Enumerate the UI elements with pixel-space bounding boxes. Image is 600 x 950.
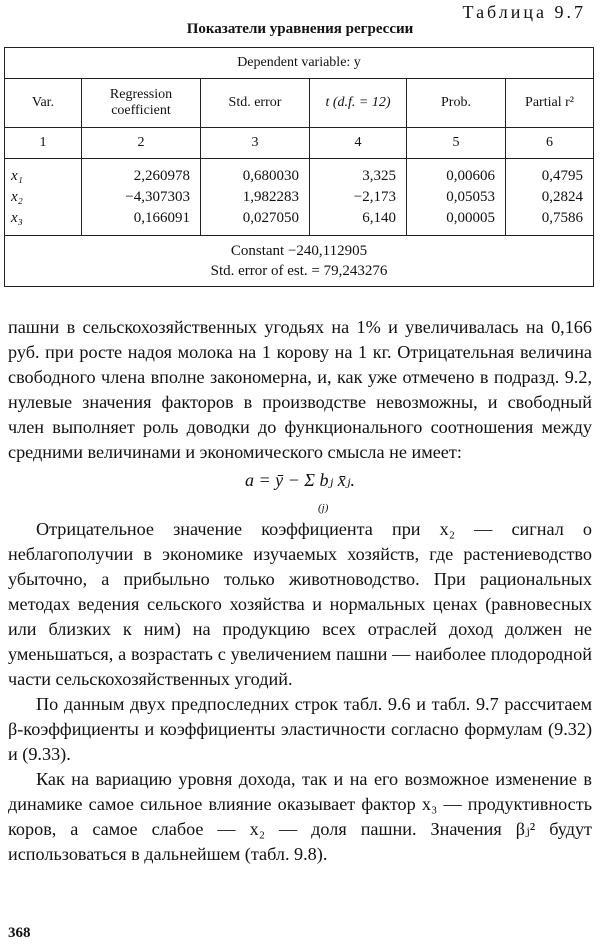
formula-expression: a = ȳ − Σ bⱼ x̄ⱼ. (245, 470, 355, 490)
std-error-estimate: Std. error of est. = 79,243276 (210, 263, 388, 279)
body-text (8, 315, 592, 867)
var-x2: x₂ (11, 188, 23, 205)
dependent-variable-row (5, 48, 594, 79)
partial-r2-cell (506, 159, 594, 236)
std-error-value: 0,027050 (242, 209, 299, 226)
paragraph: пашни в сельскохозяйственных угодьях на 1% и увеличивалась на 0,166 руб. при росте надоя молока на 1 корову на 1 кг. Отрицательная величина свободного члена вполне закономерна, и, как уже отмечено в подразд. 9.2, нулевые значения факторов в производстве невозможны, и свободный член выполняет роль доводки до функционального соотношения между средними величинами и экономического смысла не имеет: (8, 317, 592, 462)
partial-r2-value: 0,7586 (541, 209, 583, 226)
coefficient-value: 2,260978 (133, 167, 190, 184)
paragraph: Отрицательное значение коэффициента при x₂ — сигнал о неблагополучии в экономике изучаемых хозяйств, где растениеводство убыточно, а прибыльно только животноводство. При рациональных методах ведения сельского хозяйства и нормальных ценах (равновесных или близких к ним) на продукцию всех отраслей доход должен не уменьшаться, а возрастать с увеличением пашни — наиболее плодородной части сельскохозяйственных угодий. (8, 519, 592, 689)
std-error-cell (201, 159, 310, 236)
header-std-error: Std. error (201, 79, 310, 128)
var-x3: x₃ (11, 209, 23, 226)
partial-r2-value: 0,2824 (541, 188, 583, 205)
header-var: Var. (5, 79, 82, 128)
header-t-stat: t (d.f. = 12) (310, 79, 407, 128)
header-partial-r2: Partial r² (506, 79, 594, 128)
t-stat-value: −2,173 (353, 188, 396, 205)
prob-cell (407, 159, 506, 236)
column-number: 3 (201, 128, 310, 159)
column-number: 5 (407, 128, 506, 159)
table-caption: Таблица 9.7 (462, 2, 586, 22)
coefficient-cell (82, 159, 201, 236)
prob-value: 0,00005 (446, 209, 495, 226)
partial-r2-value: 0,4795 (541, 167, 583, 184)
var-x1: x₁ (11, 167, 23, 184)
var-cell (5, 159, 82, 236)
formula (8, 465, 592, 517)
footer-row (5, 236, 594, 287)
prob-value: 0,05053 (446, 188, 495, 205)
t-stat-value: 3,325 (362, 167, 396, 184)
std-error-value: 1,982283 (242, 188, 299, 205)
header-coefficient-line2: coefficient (111, 103, 171, 118)
column-number: 2 (82, 128, 201, 159)
dependent-variable-label: Dependent variable: y (5, 48, 594, 79)
column-number-row (5, 128, 594, 159)
paragraph: По данным двух предпоследних строк табл. 9.6 и табл. 9.7 рассчитаем β-коэффициенты и коэффициенты эластичности согласно формулам (9.32) и (9.33). (8, 694, 592, 764)
formula-subscript: (j) (318, 502, 329, 514)
table-title: Показатели уравнения регрессии (186, 21, 414, 37)
t-stat-cell (310, 159, 407, 236)
column-number: 4 (310, 128, 407, 159)
header-coefficient-line1: Regression (109, 87, 173, 102)
coefficient-value: 0,166091 (133, 209, 190, 226)
header-prob: Prob. (407, 79, 506, 128)
footer-cell (5, 236, 594, 287)
column-number: 1 (5, 128, 82, 159)
header-row (5, 79, 594, 128)
data-row (5, 159, 594, 236)
column-number: 6 (506, 128, 594, 159)
header-coefficient (82, 79, 201, 128)
page-number: 368 (8, 925, 31, 941)
paragraph: Как на вариацию уровня дохода, так и на его возможное изменение в динамике самое сильное влияние оказывает фактор x₃ — продуктивность коров, а самое слабое — x₂ — доля пашни. Значения βⱼ² будут использоваться в дальнейшем (табл. 9.8). (8, 769, 592, 864)
constant-value: Constant −240,112905 (230, 243, 368, 259)
coefficient-value: −4,307303 (125, 188, 190, 205)
regression-table (4, 47, 594, 287)
std-error-value: 0,680030 (242, 167, 299, 184)
prob-value: 0,00606 (446, 167, 495, 184)
t-stat-value: 6,140 (362, 209, 396, 226)
